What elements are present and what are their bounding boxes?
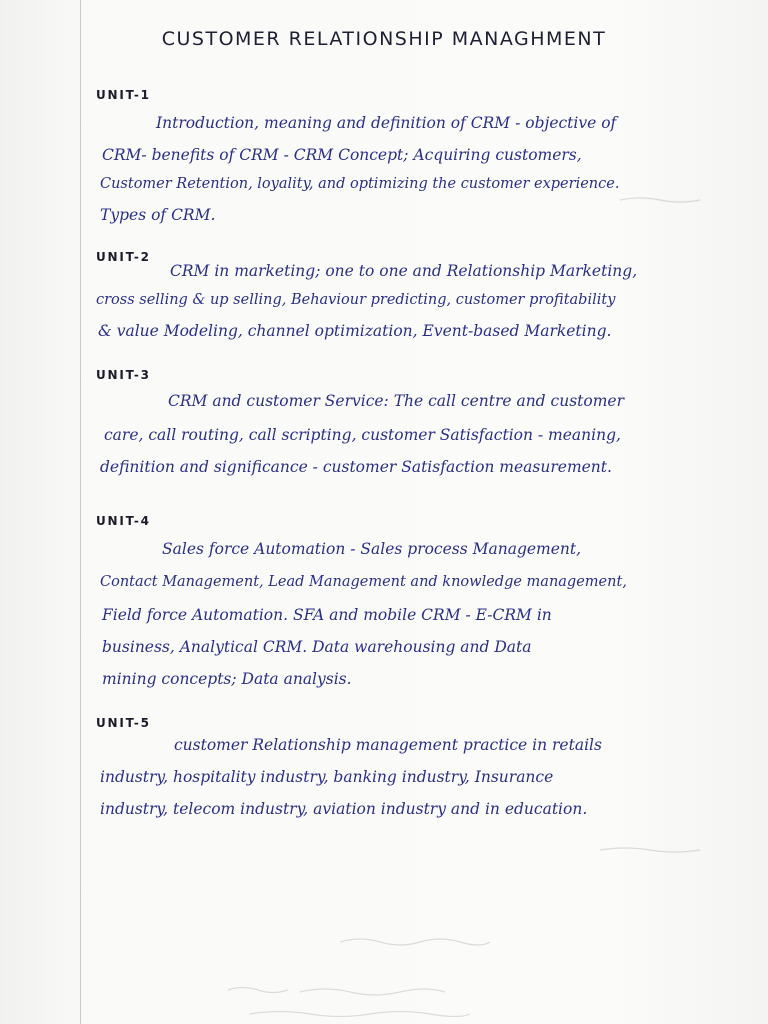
unit-4-line-1: Sales force Automation - Sales process Management, [162,540,582,558]
unit-3-line-3: definition and significance - customer Satisfaction measurement. [100,458,612,476]
unit-4-line-5: mining concepts; Data analysis. [102,670,352,688]
unit-1-section [96,88,726,224]
unit-2-line-1: CRM in marketing; one to one and Relationship Marketing, [170,262,638,280]
unit-5-line-2: industry, hospitality industry, banking industry, Insurance [100,768,554,786]
unit-5-section [96,716,726,818]
unit-4-label: UNIT-4 [96,514,151,528]
unit-2-label: UNIT-2 [96,250,151,264]
unit-2-line-3: & value Modeling, channel optimization, Event-based Marketing. [98,322,612,340]
page-title: CUSTOMER RELATIONSHIP MANAGHMENT [161,28,607,50]
unit-1-line-4: Types of CRM. [100,206,216,224]
unit-5-line-3: industry, telecom industry, aviation industry and in education. [100,800,588,818]
unit-1-line-1: Introduction, meaning and definition of CRM - objective of [156,114,617,132]
unit-3-section [96,368,726,476]
unit-4-line-2: Contact Management, Lead Management and knowledge management, [100,574,627,590]
unit-3-line-2: care, call routing, call scripting, customer Satisfaction - meaning, [104,426,621,444]
unit-5-line-1: customer Relationship management practice in retails [174,736,602,754]
unit-1-line-2: CRM- benefits of CRM - CRM Concept; Acquiring customers, [102,146,582,164]
unit-2-section [96,250,726,340]
margin-line [80,0,81,1024]
unit-5-label: UNIT-5 [96,716,151,730]
unit-2-line-2: cross selling & up selling, Behaviour predicting, customer profitability [96,292,616,308]
unit-4-section [96,514,726,688]
unit-4-line-3: Field force Automation. SFA and mobile CRM - E-CRM in [102,606,552,624]
unit-1-line-3: Customer Retention, loyality, and optimizing the customer experience. [100,176,620,192]
unit-3-label: UNIT-3 [96,368,151,382]
unit-4-line-4: business, Analytical CRM. Data warehousing and Data [102,638,532,656]
unit-1-label: UNIT-1 [96,88,151,102]
unit-3-line-1: CRM and customer Service: The call centre and customer [168,392,624,410]
